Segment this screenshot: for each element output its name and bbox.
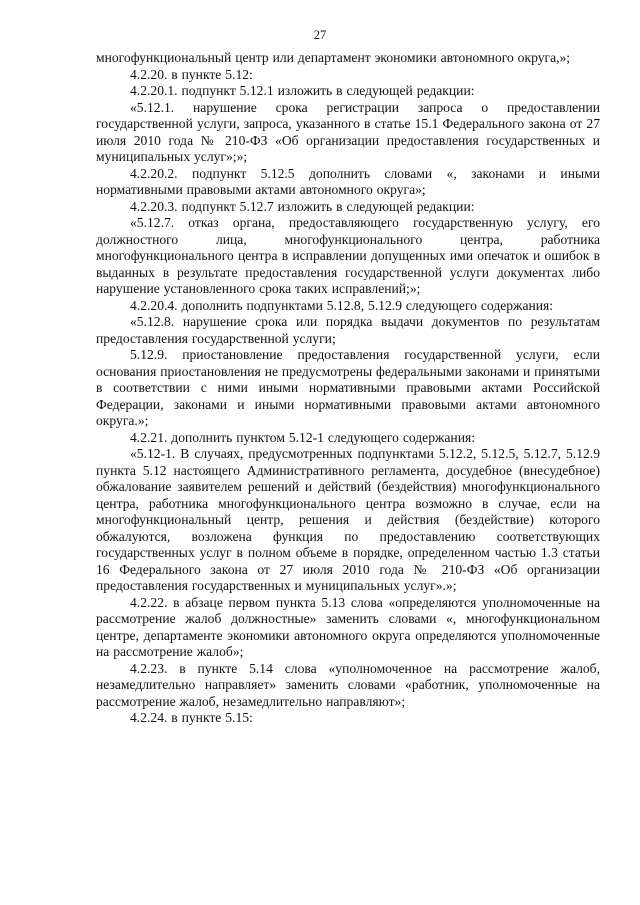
paragraph: 4.2.20.4. дополнить подпунктами 5.12.8, 5.12.9 следующего содержания:: [130, 297, 554, 313]
paragraph: 5.12.9. приостановление предоставления государственной услуги, если основания приостановления не предусмотрены федеральными законами и принятыми в соответствии с ними иными нормативными правовыми актами Российской Федерации, законами и иными нормативными правовыми актами автономного округа.»;: [96, 347, 600, 428]
paragraph: 4.2.24. в пункте 5.15:: [130, 710, 253, 725]
paragraph: многофункциональный центр или департамент экономики автономного округа,»;: [96, 50, 571, 65]
paragraph: 4.2.20.2. подпункт 5.12.5 дополнить словами «, законами и иными нормативными правовыми актами автономного округа»;: [96, 165, 600, 197]
paragraph: 4.2.20. в пункте 5.12:: [130, 66, 253, 82]
document-body: [96, 50, 600, 727]
paragraph: 4.2.23. в пункте 5.14 слова «уполномоченное на рассмотрение жалоб, незамедлительно направляет» заменить словами «работник, уполномоченные на рассмотрение жалоб, незамедлительно направляют»;: [96, 660, 600, 709]
paragraph: «5.12-1. В случаях, предусмотренных подпунктами 5.12.2, 5.12.5, 5.12.7, 5.12.9 пункта 5.12 настоящего Административного регламента, досудебное (внесудебное) обжалование заявителем решений и действий (бездействия) многофункционального центра, работника многофункционального центра возможно в случае, если на многофункциональный центр, решения и действия (бездействие) которого обжалуются, возложена функция по предоставлению соответствующих государственных услуг в полном объеме в порядке, определенном частью 1.3 статьи 16 Федерального закона от 27 июля 2010 года № 210-ФЗ «Об организации предоставления государственных и муниципальных услуг».»;: [96, 446, 600, 593]
paragraph: 4.2.22. в абзаце первом пункта 5.13 слова «определяются уполномоченные на рассмотрение жалоб должностные» заменить словами «, многофункциональном центре, департаменте экономики автономного округа определяются уполномоченные на рассмотрение жалоб»;: [96, 594, 600, 659]
paragraph: «5.12.7. отказ органа, предоставляющего государственную услугу, его должностного лица, многофункционального центра, работника многофункционального центра в исправлении допущенных ими опечаток и ошибок в выданных в результате предоставления государственной услуги документах либо нарушение установленного срока таких исправлений;»;: [96, 215, 600, 296]
paragraph: 4.2.21. дополнить пунктом 5.12-1 следующего содержания:: [130, 429, 476, 445]
paragraph: «5.12.8. нарушение срока или порядка выдачи документов по результатам предоставления государственной услуги;: [96, 314, 600, 346]
paragraph: 4.2.20.1. подпункт 5.12.1 изложить в следующей редакции:: [130, 83, 475, 98]
paragraph: 4.2.20.3. подпункт 5.12.7 изложить в следующей редакции:: [130, 198, 475, 214]
paragraph: «5.12.1. нарушение срока регистрации запроса о предоставлении государственной услуги, запроса, указанного в статье 15.1 Федерального закона от 27 июля 2010 года № 210-ФЗ «Об организации предоставления государственных и муниципальных услуг»;»;: [96, 99, 600, 164]
page-number: 27: [313, 28, 327, 42]
